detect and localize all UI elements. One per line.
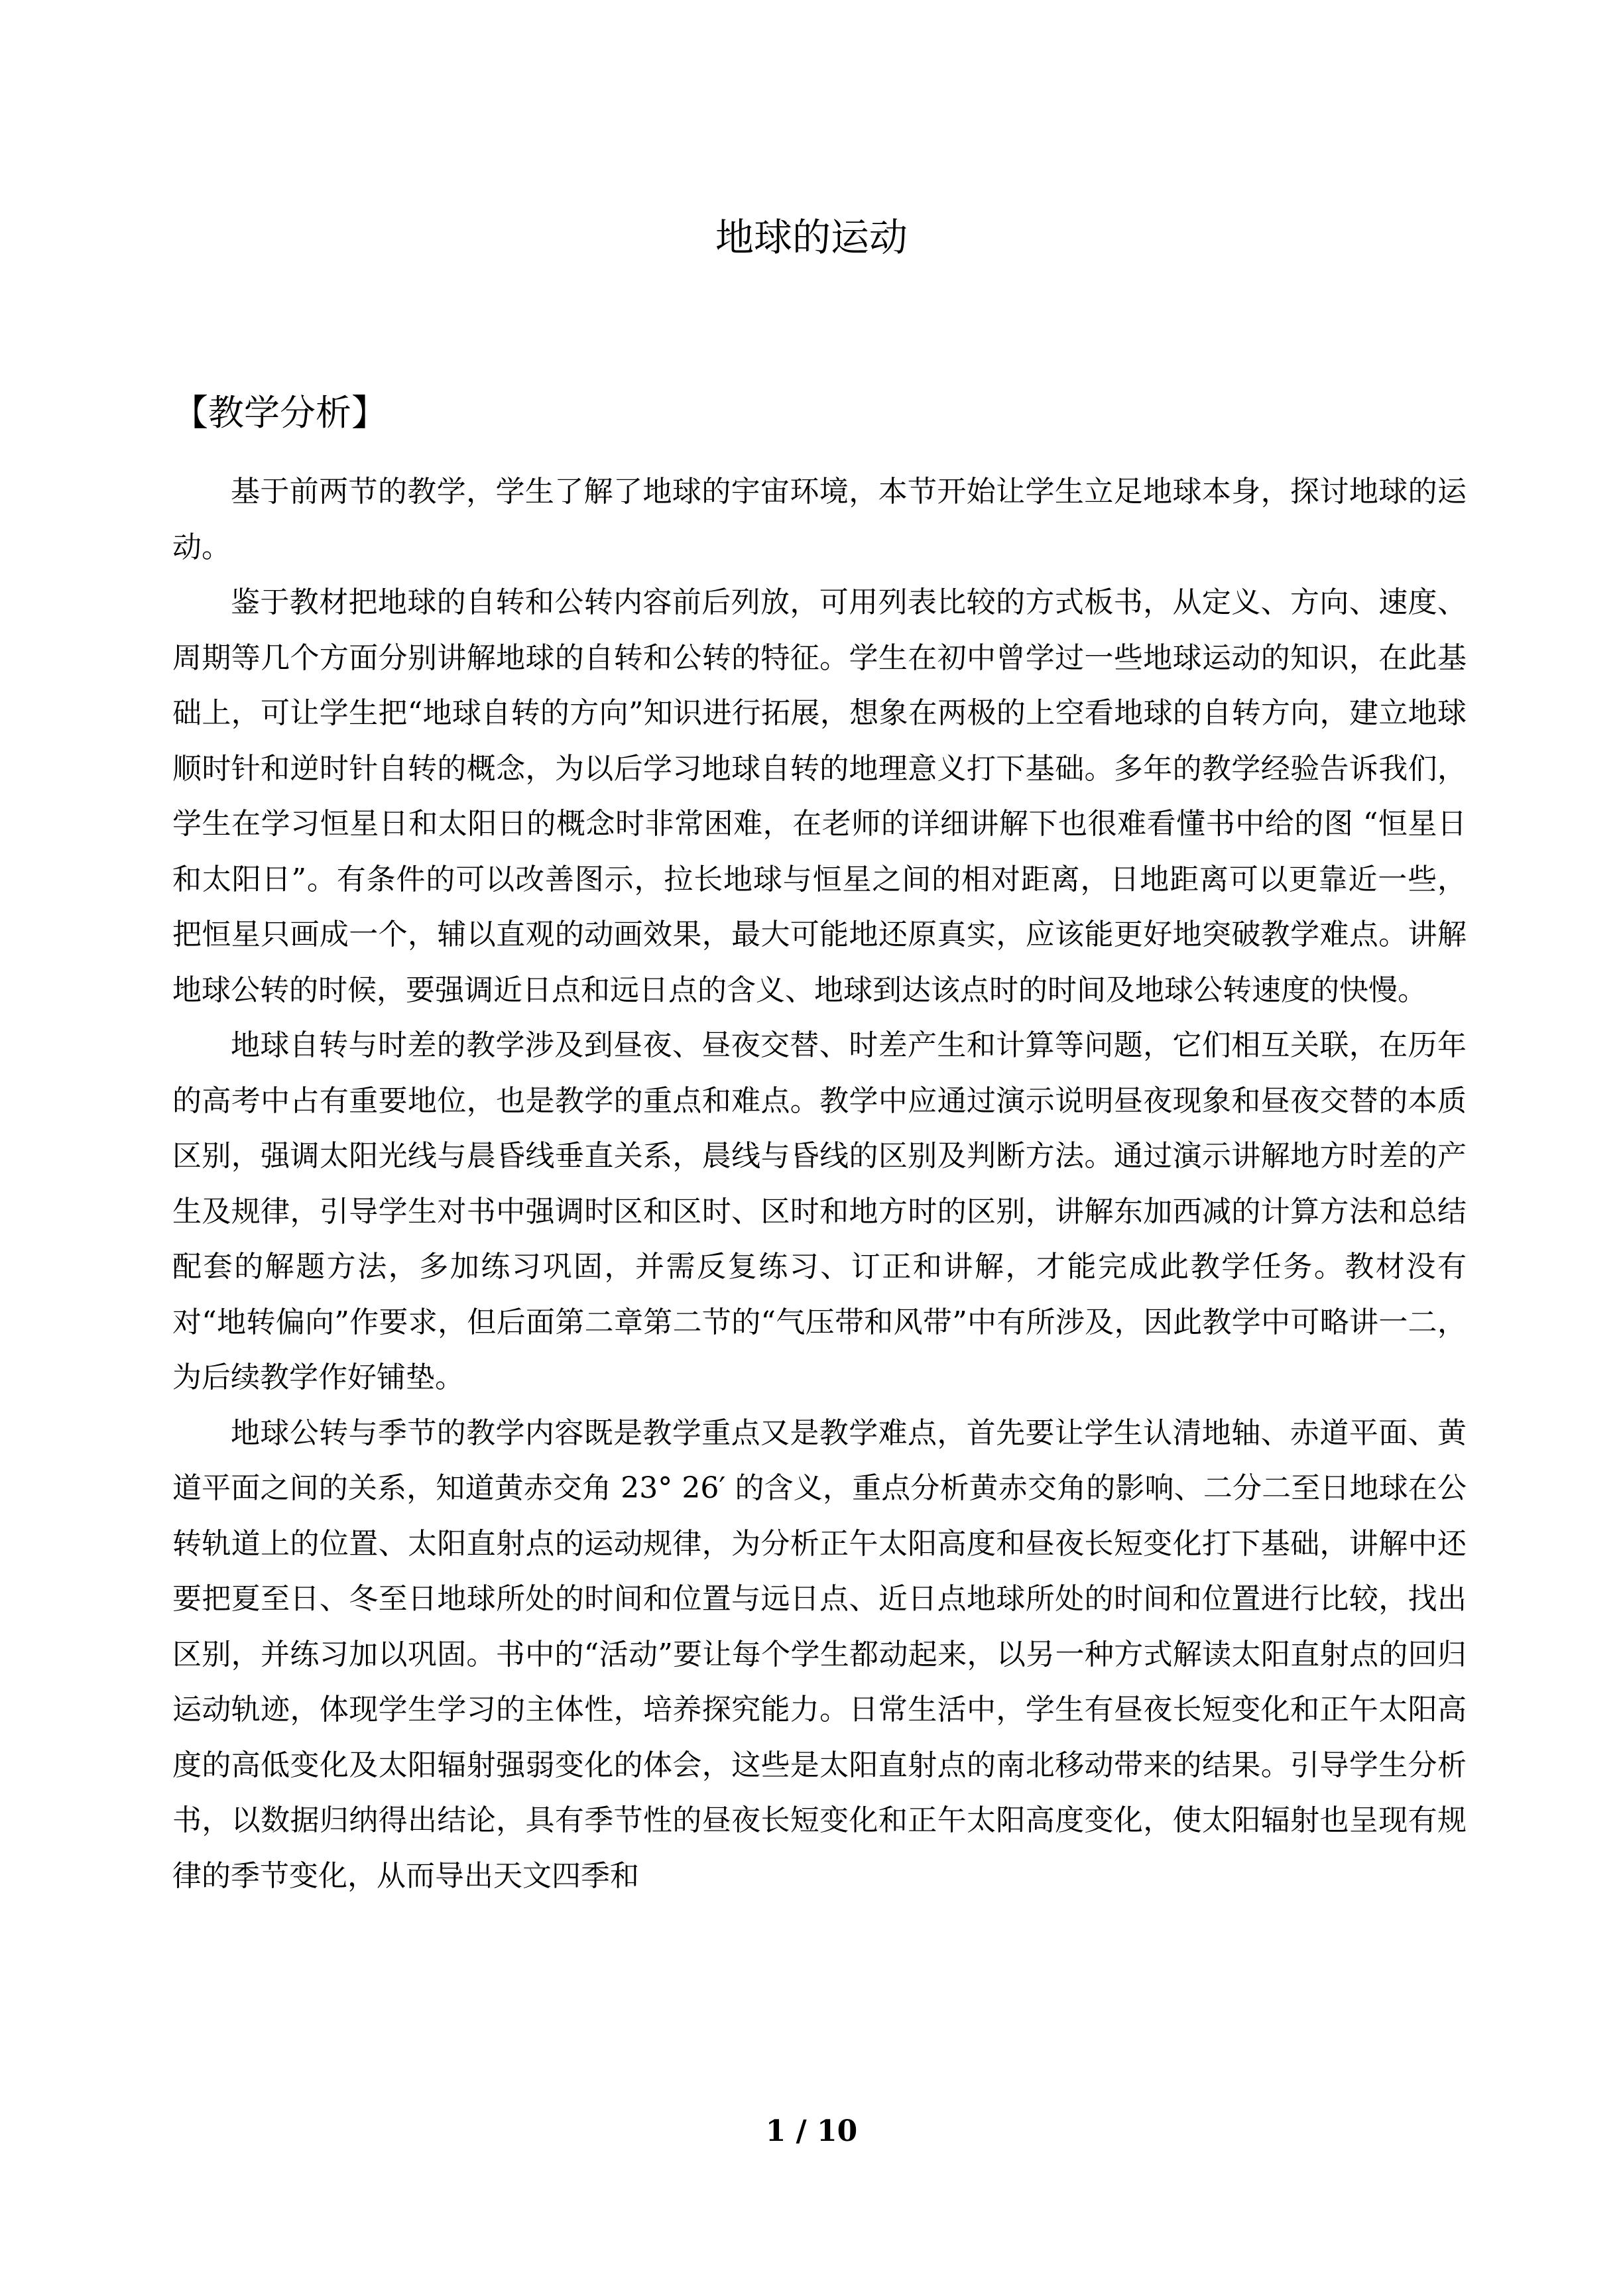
paragraph-4: 地球公转与季节的教学内容既是教学重点又是教学难点，首先要让学生认清地轴、赤道平面、黄道平面之间的关系，知道黄赤交角 23° 26′ 的含义，重点分析黄赤交角的影响、二分二至日地球在公转轨道上的位置、太阳直射点的运动规律，为分析正午太阳高度和昼夜长短变化打下基础，讲解中还要把夏至日、冬至日地球所处的时间和位置与远日点、近日点地球所处的时间和位置进行比较，找出区别，并练习加以巩固。书中的“活动”要让每个学生都动起来，以另一种方式解读太阳直射点的回归运动轨迹，体现学生学习的主体性，培养探究能力。日常生活中，学生有昼夜长短变化和正午太阳高度的高低变化及太阳辐射强弱变化的体会，这些是太阳直射点的南北移动带来的结果。引导学生分析书，以数据归纳得出结论，具有季节性的昼夜长短变化和正午太阳高度变化，使太阳辐射也呈现有规律的季节变化，从而导出天文四季和 xyxy=(172,1416,1467,1893)
page-number: 1 / 10 xyxy=(765,2114,858,2148)
document-body xyxy=(172,464,1467,1903)
paragraph-3: 地球自转与时差的教学涉及到昼夜、昼夜交替、时差产生和计算等问题，它们相互关联，在历年的高考中占有重要地位，也是教学的重点和难点。教学中应通过演示说明昼夜现象和昼夜交替的本质区别，强调太阳光线与晨昏线垂直关系，晨线与昏线的区别及判断方法。通过演示讲解地方时差的产生及规律，引导学生对书中强调时区和区时、区时和地方时的区别，讲解东加西减的计算方法和总结配套的解题方法，多加练习巩固，并需反复练习、订正和讲解，才能完成此教学任务。教材没有对“地转偏向”作要求，但后面第二章第二节的“气压带和风带”中有所涉及，因此教学中可略讲一二，为后续教学作好铺垫。 xyxy=(172,1028,1467,1394)
paragraph-1: 基于前两节的教学，学生了解了地球的宇宙环境，本节开始让学生立足地球本身，探讨地球的运动。 xyxy=(172,475,1467,564)
document-title: 地球的运动 xyxy=(715,215,908,260)
section-heading-teaching-analysis: 【教学分析】 xyxy=(172,392,387,434)
paragraph-2: 鉴于教材把地球的自转和公转内容前后列放，可用列表比较的方式板书，从定义、方向、速度、周期等几个方面分别讲解地球的自转和公转的特征。学生在初中曾学过一些地球运动的知识，在此基础上，可让学生把“地球自转的方向”知识进行拓展，想象在两极的上空看地球的自转方向，建立地球顺时针和逆时针自转的概念，为以后学习地球自转的地理意义打下基础。多年的教学经验告诉我们，学生在学习恒星日和太阳日的概念时非常困难，在老师的详细讲解下也很难看懂书中给的图 “恒星日和太阳日”。有条件的可以改善图示，拉长地球与恒星之间的相对距离，日地距离可以更靠近一些，把恒星只画成一个，辅以直观的动画效果，最大可能地还原真实，应该能更好地突破教学难点。讲解地球公转的时候，要强调近日点和远日点的含义、地球到达该点时的时间及地球公转速度的快慢。 xyxy=(172,585,1467,1007)
